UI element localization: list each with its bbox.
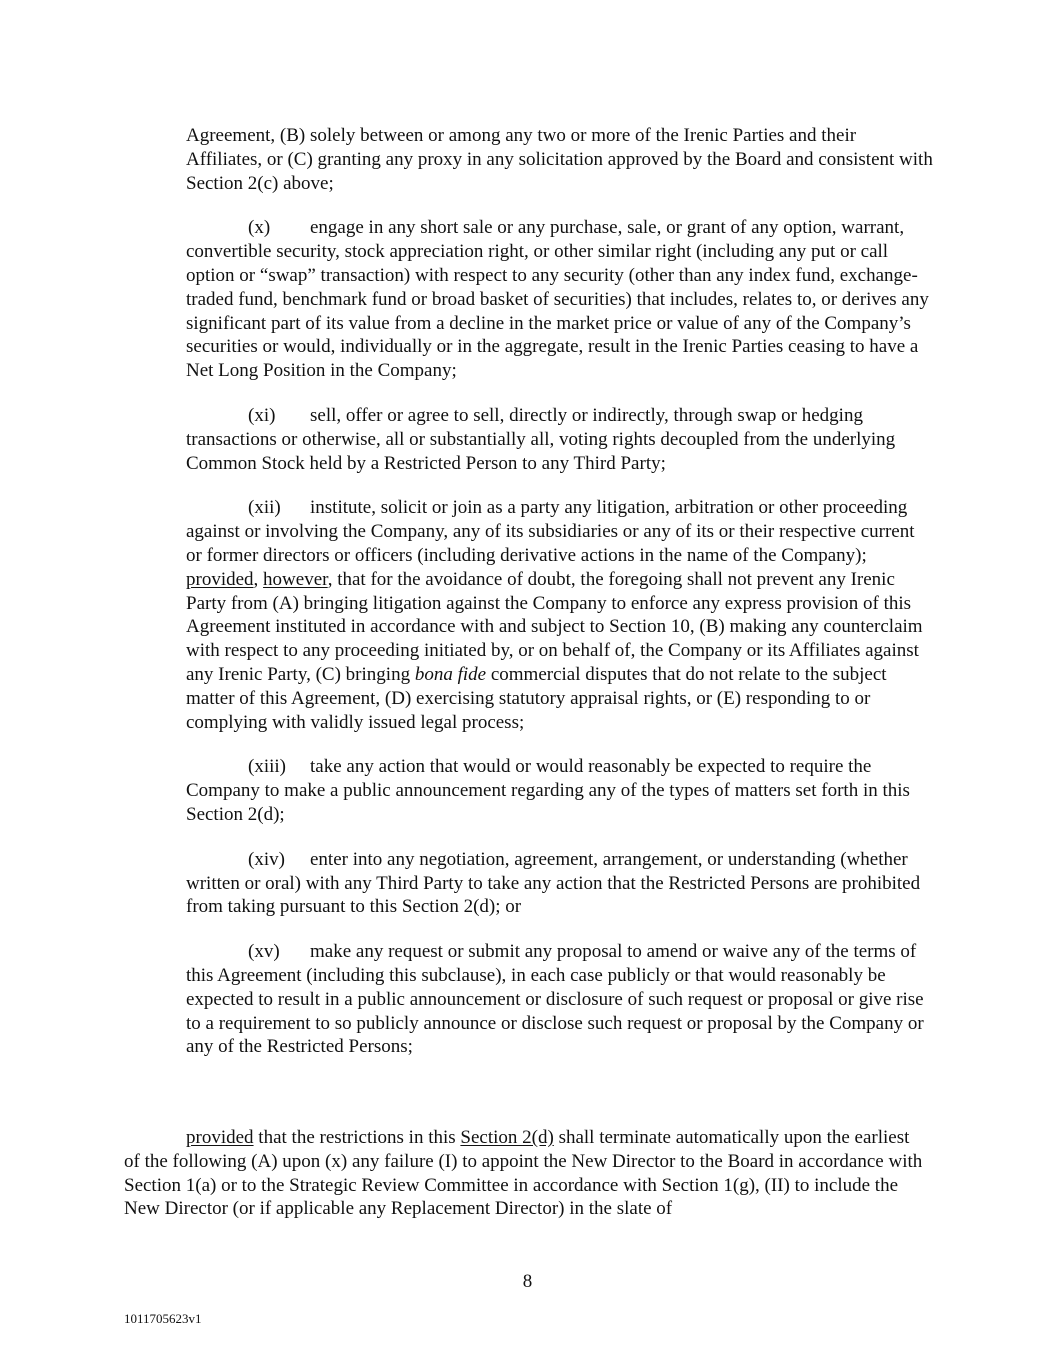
clause-xii: (xii) institute, solicit or join as a party any litigation, arbitration or other proceeding against or involving the Company, any of its subsidiaries or any of its or their respective current or former directors or officers (including derivative actions in the name of the Company); provided, however, that for the avoidance of doubt, the foregoing shall not prevent any Irenic Party from (A) bringing litigation against the Company to enforce any express provision of this Agreement instituted in accordance with and subject to Section 10, (B) making any counterclaim with respect to any proceeding initiated by, or on behalf of, the Company or its Affiliates against any Irenic Party, (C) bringing bona fide commercial disputes that do not relate to the subject matter of this Agreement, (D) exercising statutory appraisal rights, or (E) responding to or complying with validly issued legal process; xyxy=(186,497,923,733)
clause-number: (xv) xyxy=(248,941,280,963)
clause-xiv xyxy=(186,848,934,919)
intro-paragraph: Agreement, (B) solely between or among any two or more of the Irenic Parties and their Affiliates, or (C) granting any proxy in any solicitation approved by the Board and consistent with Section 2(c) above; xyxy=(186,125,933,194)
clause-text: make any request or submit any proposal to amend or waive any of the terms of this Agreement (including this subclause), in each case publicly or that would reasonably be expected to result in a public announcement or disclosure of such request or proposal or give rise to a requirement to so publicly announce or disclose such request or proposal by the Company or any of the Restricted Persons; xyxy=(186,941,924,1058)
page-number: 8 xyxy=(522,1271,533,1292)
indented-block xyxy=(186,124,934,1080)
document-id: 1011705623v1 xyxy=(124,1311,202,1326)
section-reference: Section 2(d) xyxy=(460,1127,554,1148)
clause-number: (xi) xyxy=(248,404,276,426)
clause-number: (x) xyxy=(248,217,271,239)
clause-number: (xiv) xyxy=(248,848,285,870)
clause-xiii xyxy=(186,755,934,826)
clause-x xyxy=(186,216,934,383)
however-underlined: however xyxy=(263,568,328,590)
clause-text: enter into any negotiation, agreement, arrangement, or understanding (whether written or oral) with any Third Party to take any action that the Restricted Persons are prohibited from taking pursuant to this Section 2(d); or xyxy=(186,848,921,918)
clause-text-a: institute, solicit or join as a party any litigation, arbitration or other proceeding against or involving the Company, any of its subsidiaries or any of its or their respective current or former directors or officers (including derivative actions in the name of the Company); xyxy=(186,497,915,566)
clause-text: take any action that would or would reasonably be expected to require the Company to make a public announcement regarding any of the types of matters set forth in this Section 2(d); xyxy=(186,756,910,825)
provided-underlined: provided xyxy=(186,568,254,590)
proviso-text-a: that the restrictions in this xyxy=(258,1127,456,1148)
clause-text-c: commercial disputes that do not relate to the subject matter of this Agreement, (D) exercising statutory appraisal rights, or (E) responding to or complying with validly issued legal process; xyxy=(186,663,887,733)
clause-xv xyxy=(186,940,934,1059)
clause-text: engage in any short sale or any purchase, sale, or grant of any option, warrant, convertible security, stock appreciation right, or other similar right (including any put or call option or “swap” transaction) with respect to any security (other than any index fund, exchange-traded fund, benchmark fund or broad basket of securities) that includes, relates to, or derives any significant part of its value from a decline in the market price or value of any of the Company’s securities or would, individually or in the aggregate, result in the Irenic Parties ceasing to have a Net Long Position in the Company; xyxy=(186,217,929,382)
provided-underlined: provided xyxy=(186,1127,254,1148)
clause-number: (xiii) xyxy=(248,756,286,778)
clause-xi xyxy=(186,404,934,475)
clause-text: sell, offer or agree to sell, directly or indirectly, through swap or hedging transactions or otherwise, all or substantially all, voting rights decoupled from the underlying Common Stock held by a Restricted Person to any Third Party; xyxy=(186,404,896,474)
clause-number: (xii) xyxy=(248,497,281,519)
proviso-text-b: shall terminate automatically upon the earliest of the following (A) upon (x) any failure (I) to appoint the New Director to the Board in accordance with Section 1(a) or to the Strategic Review Committee in accordance with Section 1(g), (II) to include the New Director (or if applicable any Replacement Director) in the slate of xyxy=(124,1127,923,1220)
bona-fide-italic: bona fide xyxy=(414,663,487,685)
clause-text-b: that for the avoidance of doubt, the foregoing shall not prevent any Irenic Party from (A) bringing litigation against the Company to enforce any express provision of this Agreement instituted in accordance with and subject to Section 10, (B) making any counterclaim with respect to any proceeding initiated by, or on behalf of, the Company or its Affiliates against any Irenic Party, (C) bringing xyxy=(186,568,923,685)
proviso-paragraph xyxy=(124,1126,924,1221)
